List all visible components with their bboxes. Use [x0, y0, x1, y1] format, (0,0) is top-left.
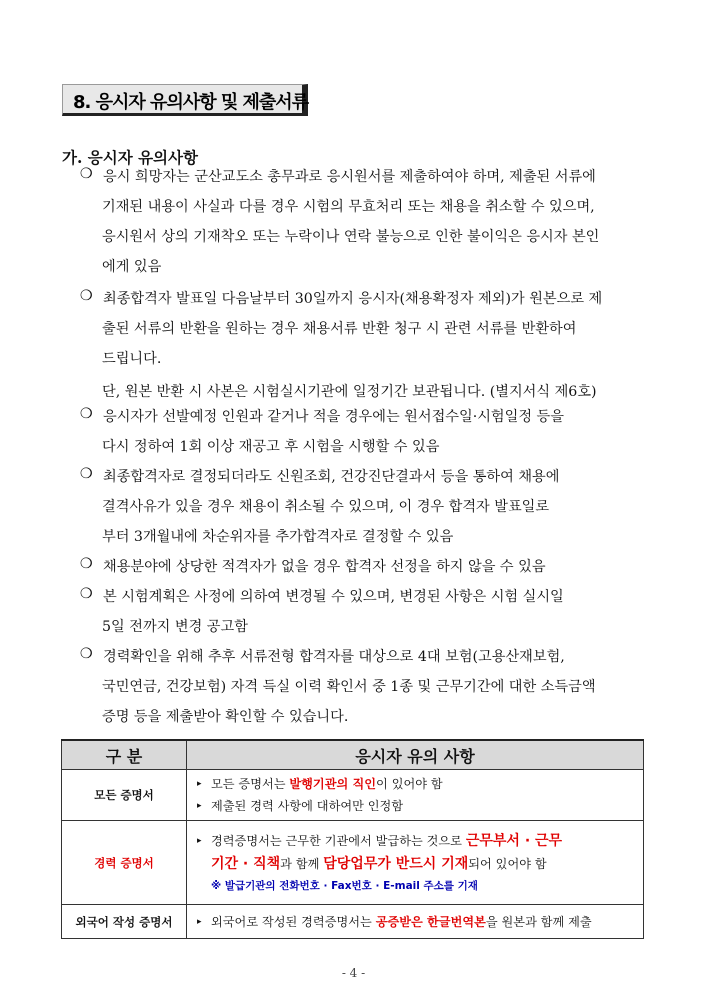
paragraph-line: 5일 전까지 변경 공고함: [102, 619, 248, 635]
note-line: 단, 원본 반환 시 사본은 시험실시기관에 일정기간 보관됩니다. (별지서식 제6호): [102, 384, 597, 400]
item-text: 모든 증명서는: [211, 777, 290, 791]
paragraph-line: 최종합격자로 결정되더라도 신원조회, 건강진단결과서 등을 통하여 채용에: [103, 469, 560, 485]
circle-bullet-icon: ❍: [80, 646, 93, 662]
row-label-foreign-certificate: 외국어 작성 증명서: [62, 905, 187, 939]
item-text: 제출된 경력 사항에 대하여만 인정함: [211, 799, 404, 813]
circle-bullet-icon: ❍: [80, 166, 93, 182]
circle-bullet-icon: ❍: [80, 466, 93, 482]
paragraph-line: 부터 3개월내에 차순위자를 추가합격자로 결정할 수 있음: [102, 529, 454, 545]
notes-table: [61, 739, 644, 939]
circle-bullet-icon: ❍: [80, 586, 93, 602]
row-label-career-certificate: 경력 증명서: [62, 821, 187, 905]
paragraph-line: 기재된 내용이 사실과 다를 경우 시험의 무효처리 또는 채용을 취소할 수 있으며,: [102, 199, 595, 215]
section-heading-box: [62, 84, 308, 116]
row-body: [187, 905, 644, 939]
table-row: [62, 905, 644, 939]
paragraph-line: 응시 희망자는 군산교도소 총무과로 응시원서를 제출하여야 하며, 제출된 서류에: [103, 169, 596, 185]
paragraph-line: 결격사유가 있을 경우 채용이 취소될 수 있으며, 이 경우 합격자 발표일로: [102, 499, 550, 515]
list-item: [197, 773, 643, 795]
page-number: - 4 -: [341, 966, 366, 980]
paragraph-line: 본 시험계획은 사정에 의하여 변경될 수 있으며, 변경된 사항은 시험 실시일: [103, 589, 564, 605]
contact-note: ※ 발급기관의 전화번호 · Fax번호 · E-mail 주소를 기재: [211, 879, 478, 892]
item-text: 외국어로 작성된 경력증명서는: [211, 914, 376, 929]
list-item: [197, 830, 643, 852]
paragraph-line: 다시 정하여 1회 이상 재공고 후 시험을 시행할 수 있음: [102, 439, 440, 455]
highlight-text: 공증받은 한글번역본: [375, 914, 486, 929]
row-body: [187, 821, 644, 905]
highlight-text: 발행기관의 직인: [289, 777, 377, 791]
list-item: [197, 795, 643, 817]
arrow-bullet-icon: ▸: [197, 779, 202, 789]
section-title: 8. 응시자 유의사항 및 제출서류: [73, 92, 309, 113]
circle-bullet-icon: ❍: [80, 406, 93, 422]
paragraph-line: 에게 있음: [102, 259, 162, 275]
paragraph-line: 응시원서 상의 기재착오 또는 누락이나 연락 불능으로 인한 불이익은 응시자 본인: [102, 229, 600, 245]
paragraph-line: 경력확인을 위해 추후 서류전형 합격자를 대상으로 4대 보험(고용산재보험,: [103, 649, 565, 665]
highlight-text: 기간 · 직책: [211, 855, 281, 872]
item-text: 을 원본과 함께 제출: [485, 914, 592, 929]
paragraph-line: 드립니다.: [102, 351, 162, 367]
circle-bullet-icon: ❍: [80, 288, 93, 304]
paragraph-line: 응시자가 선발예정 인원과 같거나 적을 경우에는 원서접수일·시험일정 등을: [103, 409, 564, 425]
paragraph-line: 국민연금, 건강보험) 자격 득실 이력 확인서 중 1종 및 근무기간에 대한 소득금액: [102, 679, 596, 695]
subheading: 가. 응시자 유의사항: [62, 148, 198, 167]
table-row: [62, 821, 644, 905]
row-body: [187, 770, 644, 821]
arrow-bullet-icon: ▸: [197, 916, 202, 927]
arrow-bullet-icon: ▸: [197, 801, 202, 811]
circle-bullet-icon: ❍: [80, 556, 93, 572]
highlight-text: 근무부서 · 근무: [465, 832, 563, 849]
list-item: [197, 911, 643, 933]
paragraph-line: 채용분야에 상당한 적격자가 없을 경우 합격자 선정을 하지 않을 수 있음: [103, 559, 546, 575]
paragraph-line: 출된 서류의 반환을 원하는 경우 채용서류 반환 청구 시 관련 서류를 반환하여: [102, 321, 577, 337]
header-notes: 응시자 유의 사항: [187, 740, 644, 770]
list-item-continued: [197, 852, 643, 876]
paragraph-line: 증명 등을 제출받아 확인할 수 있습니다.: [102, 709, 349, 725]
paragraph-line: 최종합격자 발표일 다음날부터 30일까지 응시자(채용확정자 제외)가 원본으로 제: [103, 291, 603, 307]
row-label-all-certificates: 모든 증명서: [62, 770, 187, 821]
item-text: 과 함께: [280, 856, 324, 871]
table-row: [62, 770, 644, 821]
item-text: 이 있어야 함: [376, 777, 443, 791]
item-text: 경력증명서는 근무한 기관에서 발급하는 것으로: [211, 833, 466, 848]
table-header-row: [62, 740, 644, 770]
highlight-text: 담당업무가 반드시 기재: [323, 855, 469, 872]
item-text: 되어 있어야 함: [468, 856, 547, 871]
header-category: 구 분: [62, 740, 187, 770]
arrow-bullet-icon: ▸: [197, 835, 202, 846]
